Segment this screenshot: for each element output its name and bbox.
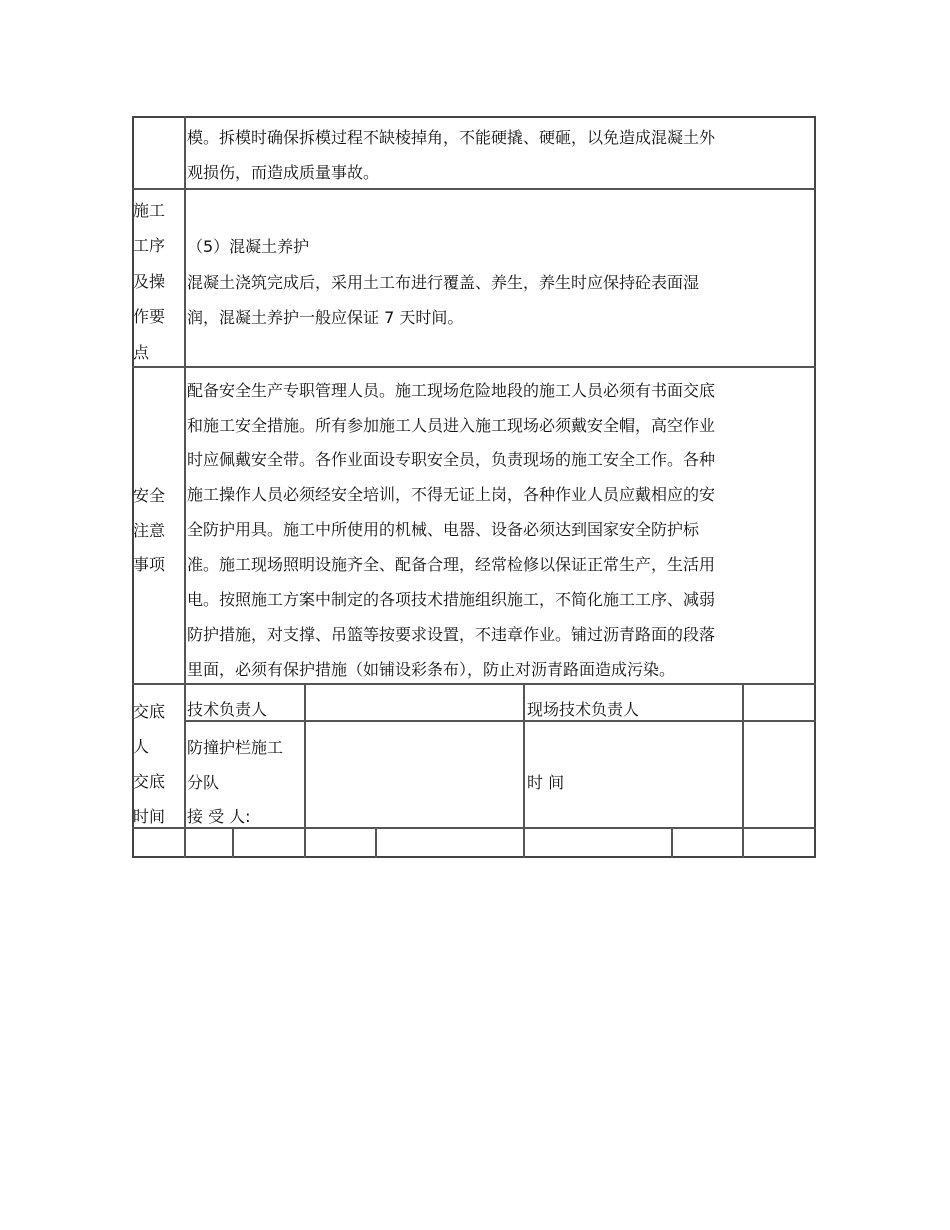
- signature-label: 时间: [133, 807, 166, 826]
- section-label: 事项: [133, 555, 166, 574]
- content-line: （5）混凝土养护: [187, 237, 310, 256]
- section-label: 安全: [133, 486, 166, 505]
- section-label: 及操: [133, 272, 166, 291]
- row-divider: [132, 366, 816, 368]
- content-line: 防护措施，对支撑、吊篮等按要求设置，不违章作业。铺过沥青路面的段落: [187, 625, 716, 644]
- content-line: 施工操作人员必须经安全培训，不得无证上岗，各种作业人员应戴相应的安: [187, 485, 716, 504]
- section-label: 工序: [133, 236, 166, 255]
- content-line: 时应佩戴安全带。各作业面设专职安全员，负责现场的施工安全工作。各种: [187, 450, 716, 469]
- receiver-label: 接 受 人:: [187, 807, 251, 826]
- site-tech-lead-label: 现场技术负责人: [527, 700, 640, 719]
- content-line: 模。拆模时确保拆模过程不缺棱掉角，不能硬撬、硬砸，以免造成混凝土外: [187, 128, 716, 147]
- section-label: 施工: [133, 201, 166, 220]
- tech-lead-label: 技术负责人: [187, 700, 268, 719]
- row-divider: [184, 720, 816, 722]
- content-line: 里面，必须有保护措施（如铺设彩条布），防止对沥青路面造成污染。: [187, 660, 676, 679]
- content-line: 润，混凝土养护一般应保证 7 天时间。: [187, 308, 464, 327]
- content-line: 配备安全生产专职管理人员。施工现场危险地段的施工人员必须有书面交底: [187, 381, 716, 400]
- content-line: 准。施工现场照明设施齐全、配备合理，经常检修以保证正常生产，生活用: [187, 555, 716, 574]
- signature-label: 交底: [133, 702, 166, 721]
- content-line: 全防护用具。施工中所使用的机械、电器、设备必须达到国家安全防护标: [187, 520, 700, 539]
- time-label: 时 间: [527, 773, 565, 792]
- signature-label: 人: [133, 737, 150, 756]
- column-divider: [671, 827, 673, 858]
- content-line: 观损伤，而造成质量事故。: [187, 163, 380, 182]
- receiving-team-line: 防撞护栏施工: [187, 738, 284, 757]
- content-line: 电。按照施工方案中制定的各项技术措施组织施工，不简化施工工序、减弱: [187, 590, 716, 609]
- section-label: 点: [133, 343, 150, 362]
- section-label: 注意: [133, 521, 166, 540]
- content-line: 和施工安全措施。所有参加施工人员进入施工现场必须戴安全帽，高空作业: [187, 416, 716, 435]
- column-divider: [304, 683, 306, 858]
- column-divider: [523, 683, 525, 858]
- section-label: 作要: [133, 307, 166, 326]
- column-divider: [742, 683, 744, 858]
- receiving-team-line: 分队: [187, 773, 220, 792]
- content-line: 混凝土浇筑完成后，采用土工布进行覆盖、养生，养生时应保持砼表面湿: [187, 273, 700, 292]
- column-divider: [184, 116, 186, 858]
- column-divider: [375, 827, 377, 858]
- signature-label: 交底: [133, 772, 166, 791]
